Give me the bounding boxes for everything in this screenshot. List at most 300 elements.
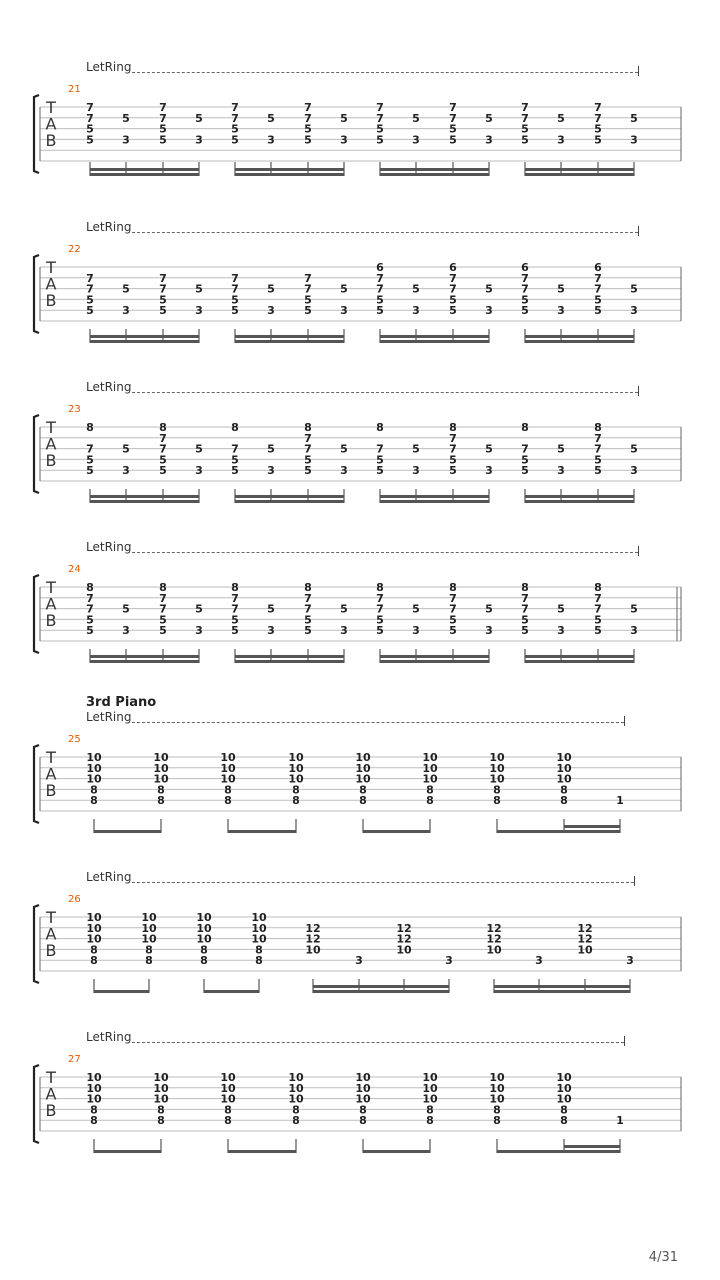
fret-number: 7 [304,602,312,616]
fret-number: 7 [449,101,457,114]
fret-number: 5 [159,304,167,318]
fret-number: 3 [355,954,363,968]
fret-number: 5 [449,453,457,467]
note-beam [235,340,344,343]
fret-number: 3 [267,304,275,318]
fret-number: 3 [195,304,203,318]
fret-number: 3 [340,624,348,638]
fret-number: 12 [486,921,502,935]
fret-number: 10 [355,1092,371,1106]
tab-clef-letter: A [45,274,57,294]
fret-number: 8 [86,421,94,434]
fret-number: 10 [422,761,438,775]
fret-number: 5 [412,111,420,125]
fret-number: 3 [122,304,130,318]
tab-staff [0,747,720,862]
fret-number: 7 [159,111,167,125]
letring-dashed-line [132,72,638,73]
fret-number: 5 [630,111,638,125]
fret-number: 3 [535,954,543,968]
fret-number: 5 [449,133,457,147]
system-bracket [34,255,39,333]
fret-number: 5 [304,293,312,307]
fret-number: 5 [594,293,602,307]
fret-number: 7 [231,591,239,605]
note-beam [525,660,634,663]
measure-number: 24 [68,564,81,575]
fret-number: 8 [159,581,167,594]
fret-number: 7 [449,591,457,605]
fret-number: 5 [449,613,457,627]
fret-number: 8 [594,421,602,434]
fret-number: 5 [122,442,130,456]
fret-number: 8 [560,1103,568,1117]
fret-number: 5 [594,464,602,478]
fret-number: 5 [521,464,529,478]
fret-number: 8 [159,421,167,434]
fret-number: 12 [305,932,321,946]
fret-number: 6 [449,261,457,274]
fret-number: 7 [376,602,384,616]
fret-number: 5 [557,282,565,296]
fret-number: 8 [292,1103,300,1117]
tab-clef-letter: T [46,1068,56,1087]
fret-number: 10 [422,1071,438,1084]
fret-number: 10 [86,911,102,924]
fret-number: 3 [412,464,420,478]
tab-staff [0,97,720,212]
note-beam [235,168,344,171]
fret-number: 5 [376,304,384,318]
fret-number: 8 [90,1103,98,1117]
fret-number: 10 [86,1092,102,1106]
system-bracket [34,1065,39,1143]
fret-number: 10 [355,772,371,786]
letring-end-mark [624,1036,625,1046]
fret-number: 10 [86,932,102,946]
fret-number: 3 [630,624,638,638]
note-beam [90,335,199,338]
fret-number: 10 [556,772,572,786]
fret-number: 10 [556,1071,572,1084]
fret-number: 10 [422,1081,438,1095]
fret-number: 5 [521,613,529,627]
note-beam [235,660,344,663]
fret-number: 5 [231,613,239,627]
fret-number: 5 [86,613,94,627]
note-beam [525,655,634,658]
fret-number: 10 [141,921,157,935]
fret-number: 5 [521,293,529,307]
fret-number: 5 [231,624,239,638]
fret-number: 7 [521,442,529,456]
fret-number: 10 [305,943,321,957]
fret-number: 8 [560,783,568,797]
fret-number: 8 [292,794,300,808]
tab-clef-letter: T [46,908,56,927]
fret-number: 5 [159,464,167,478]
fret-number: 5 [594,453,602,467]
fret-number: 10 [355,1081,371,1095]
fret-number: 8 [560,1114,568,1128]
note-beam [94,1150,161,1153]
fret-number: 7 [449,442,457,456]
fret-number: 1 [616,1114,624,1128]
fret-number: 7 [159,591,167,605]
fret-number: 5 [195,602,203,616]
fret-number: 10 [577,943,593,957]
fret-number: 7 [231,442,239,456]
fret-number: 7 [231,101,239,114]
fret-number: 10 [220,1081,236,1095]
fret-number: 7 [376,282,384,296]
page-number: 4/31 [648,1250,678,1265]
fret-number: 3 [626,954,634,968]
letring-dashed-line [132,1042,624,1043]
fret-number: 10 [220,1071,236,1084]
note-beam [380,335,489,338]
fret-number: 5 [122,282,130,296]
tab-clef-letter: B [45,451,57,470]
fret-number: 5 [231,133,239,147]
tab-clef-letter: A [45,434,57,454]
fret-number: 8 [90,794,98,808]
note-beam [525,168,634,171]
tab-clef-letter: A [45,1084,57,1104]
fret-number: 5 [86,624,94,638]
fret-number: 10 [220,772,236,786]
fret-number: 7 [594,101,602,114]
fret-number: 3 [122,133,130,147]
fret-number: 3 [630,133,638,147]
fret-number: 7 [86,111,94,125]
fret-number: 5 [412,442,420,456]
fret-number: 8 [231,581,239,594]
fret-number: 5 [594,133,602,147]
fret-number: 5 [594,613,602,627]
fret-number: 10 [251,921,267,935]
fret-number: 5 [557,111,565,125]
fret-number: 3 [630,304,638,318]
fret-number: 5 [521,453,529,467]
measure-number: 23 [68,404,81,415]
fret-number: 8 [255,943,263,957]
fret-number: 10 [196,932,212,946]
fret-number: 3 [340,304,348,318]
fret-number: 3 [485,133,493,147]
fret-number: 10 [489,1092,505,1106]
fret-number: 3 [557,304,565,318]
fret-number: 10 [288,1071,304,1084]
fret-number: 5 [376,624,384,638]
system-bracket [34,415,39,493]
letring-end-mark [638,226,639,236]
letring-dashed-line [132,882,634,883]
note-beam [525,335,634,338]
fret-number: 10 [355,1071,371,1084]
fret-number: 3 [412,624,420,638]
fret-number: 5 [267,111,275,125]
fret-number: 7 [231,282,239,296]
fret-number: 12 [486,932,502,946]
fret-number: 7 [86,591,94,605]
fret-number: 10 [422,772,438,786]
tab-clef-letter: A [45,924,57,944]
tab-staff [0,907,720,1022]
fret-number: 10 [153,1092,169,1106]
fret-number: 3 [195,133,203,147]
fret-number: 3 [195,624,203,638]
fret-number: 5 [630,602,638,616]
fret-number: 7 [231,271,239,285]
measure-number: 27 [68,1054,81,1065]
fret-number: 8 [200,943,208,957]
fret-number: 10 [288,761,304,775]
note-beam [228,830,296,833]
fret-number: 10 [556,1092,572,1106]
fret-number: 8 [90,943,98,957]
fret-number: 7 [594,602,602,616]
fret-number: 7 [304,282,312,296]
fret-number: 7 [231,602,239,616]
fret-number: 5 [304,304,312,318]
fret-number: 5 [267,282,275,296]
fret-number: 5 [267,442,275,456]
note-beam [94,990,149,993]
fret-number: 3 [267,464,275,478]
fret-number: 7 [86,442,94,456]
measure-number: 22 [68,244,81,255]
note-beam [90,495,199,498]
fret-number: 5 [630,442,638,456]
fret-number: 3 [412,133,420,147]
fret-number: 10 [422,751,438,764]
fret-number: 5 [231,122,239,136]
fret-number: 7 [594,431,602,445]
fret-number: 10 [141,932,157,946]
fret-number: 3 [122,464,130,478]
fret-number: 7 [86,282,94,296]
fret-number: 5 [376,464,384,478]
note-beam [90,655,199,658]
note-beam [90,340,199,343]
fret-number: 5 [304,624,312,638]
fret-number: 5 [159,613,167,627]
fret-number: 10 [556,761,572,775]
fret-number: 5 [231,304,239,318]
fret-number: 7 [449,431,457,445]
fret-number: 5 [159,624,167,638]
fret-number: 5 [304,453,312,467]
note-beam [363,1150,430,1153]
note-beam [235,495,344,498]
fret-number: 7 [159,101,167,114]
fret-number: 7 [304,271,312,285]
fret-number: 7 [449,282,457,296]
measure-number: 21 [68,84,81,95]
system-bracket [34,745,39,823]
fret-number: 8 [560,794,568,808]
fret-number: 5 [412,602,420,616]
fret-number: 8 [90,1114,98,1128]
letring-label: LetRing [86,1030,132,1044]
note-beam [497,830,620,833]
fret-number: 7 [521,602,529,616]
fret-number: 7 [521,282,529,296]
fret-number: 10 [86,772,102,786]
fret-number: 10 [86,1071,102,1084]
tab-clef-letter: B [45,131,57,150]
fret-number: 10 [196,911,212,924]
note-beam [235,500,344,503]
tab-clef-letter: B [45,291,57,310]
fret-number: 5 [159,293,167,307]
letring-dashed-line [132,552,638,553]
fret-number: 12 [577,921,593,935]
tab-clef-letter: A [45,114,57,134]
letring-label: LetRing [86,60,132,74]
fret-number: 3 [122,624,130,638]
fret-number: 5 [376,453,384,467]
letring-dashed-line [132,232,638,233]
fret-number: 5 [304,133,312,147]
fret-number: 3 [412,304,420,318]
fret-number: 3 [340,133,348,147]
fret-number: 10 [288,772,304,786]
fret-number: 5 [412,282,420,296]
note-beam [380,340,489,343]
note-beam [94,830,161,833]
fret-number: 5 [86,122,94,136]
letring-dashed-line [132,392,638,393]
fret-number: 5 [195,282,203,296]
fret-number: 8 [157,783,165,797]
fret-number: 10 [556,1081,572,1095]
fret-number: 3 [630,464,638,478]
fret-number: 7 [521,271,529,285]
fret-number: 12 [577,932,593,946]
fret-number: 7 [304,101,312,114]
fret-number: 10 [251,911,267,924]
fret-number: 5 [86,464,94,478]
fret-number: 6 [594,261,602,274]
note-beam [380,655,489,658]
note-beam [228,1150,296,1153]
note-beam-secondary [564,825,620,828]
fret-number: 5 [521,122,529,136]
system-bracket [34,95,39,173]
fret-number: 5 [376,133,384,147]
fret-number: 7 [521,111,529,125]
fret-number: 5 [449,624,457,638]
fret-number: 7 [304,111,312,125]
fret-number: 8 [90,783,98,797]
letring-label: LetRing [86,220,132,234]
fret-number: 5 [231,453,239,467]
fret-number: 5 [195,442,203,456]
fret-number: 10 [288,751,304,764]
fret-number: 3 [557,464,565,478]
fret-number: 10 [153,761,169,775]
fret-number: 10 [396,943,412,957]
fret-number: 7 [449,271,457,285]
fret-number: 7 [304,591,312,605]
fret-number: 8 [426,794,434,808]
fret-number: 5 [485,282,493,296]
fret-number: 8 [521,581,529,594]
tab-clef-letter: B [45,611,57,630]
fret-number: 8 [493,794,501,808]
fret-number: 5 [86,133,94,147]
tab-clef-letter: T [46,258,56,277]
letring-label: LetRing [86,380,132,394]
fret-number: 8 [376,421,384,434]
fret-number: 10 [220,761,236,775]
note-beam [494,990,630,993]
fret-number: 5 [340,282,348,296]
fret-number: 5 [340,442,348,456]
note-beam-secondary [564,1145,620,1148]
note-beam [525,495,634,498]
fret-number: 5 [449,122,457,136]
fret-number: 3 [557,133,565,147]
fret-number: 8 [224,794,232,808]
fret-number: 7 [159,282,167,296]
note-beam [380,168,489,171]
fret-number: 10 [556,751,572,764]
fret-number: 5 [557,602,565,616]
fret-number: 10 [489,751,505,764]
note-beam [494,985,630,988]
fret-number: 7 [594,271,602,285]
fret-number: 5 [304,464,312,478]
fret-number: 10 [220,751,236,764]
note-beam [90,168,199,171]
fret-number: 5 [340,111,348,125]
note-beam [90,660,199,663]
note-beam [380,495,489,498]
fret-number: 10 [422,1092,438,1106]
fret-number: 8 [157,1114,165,1128]
fret-number: 10 [489,1071,505,1084]
tab-clef-letter: T [46,98,56,117]
fret-number: 7 [449,602,457,616]
fret-number: 8 [157,1103,165,1117]
letring-end-mark [638,386,639,396]
tab-staff [0,257,720,372]
note-beam [380,500,489,503]
fret-number: 5 [86,453,94,467]
tab-clef-letter: T [46,418,56,437]
fret-number: 5 [86,293,94,307]
fret-number: 12 [305,921,321,935]
system-bracket [34,575,39,653]
letring-label: LetRing [86,710,132,724]
system-bracket [34,905,39,983]
fret-number: 10 [86,921,102,935]
fret-number: 8 [359,1103,367,1117]
fret-number: 7 [376,442,384,456]
fret-number: 3 [195,464,203,478]
fret-number: 8 [157,794,165,808]
fret-number: 6 [521,261,529,274]
fret-number: 8 [231,421,239,434]
fret-number: 8 [376,581,384,594]
fret-number: 10 [489,772,505,786]
fret-number: 10 [196,921,212,935]
fret-number: 8 [292,783,300,797]
fret-number: 5 [231,464,239,478]
